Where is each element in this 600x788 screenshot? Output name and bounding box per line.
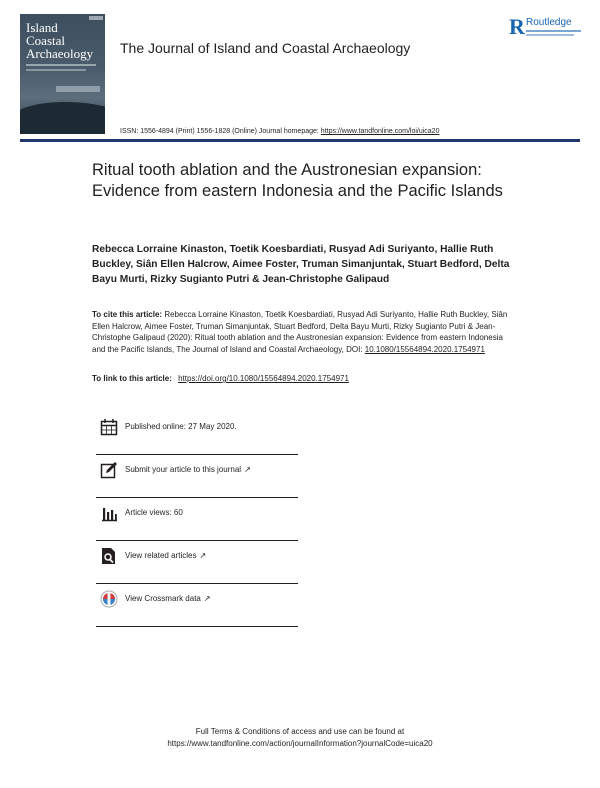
routledge-logo [509,16,589,42]
cover-title-line-1: Island [26,20,58,35]
cover-badge [56,86,100,92]
journal-cover-image [20,14,105,134]
issn-line [120,128,439,135]
cover-tag [89,16,103,20]
issn-text: ISSN: 1556-4894 (Print) 1556-1828 (Online) Journal homepage: [120,128,319,135]
citation-text: Rebecca Lorraine Kinaston, Toetik Koesbardiati, Rusyad Adi Suriyanto, Hallie Ruth Buckley, Siân Ellen Halcrow, Aimee Foster, Truman Simanjuntak, Stuart Bedford, Delta Bayu Murti, Rizky Sugianto Putri & Jean-Christophe Galipaud (2020): Ritual tooth ablation and the Austronesian expansion: Evidence from eastern Indonesia and the Pacific Islands, The Journal of Island and Coastal Archaeology, DOI: [92,310,508,354]
citation-doi-link[interactable]: 10.1080/15564894.2020.1754971 [364,344,485,354]
related-articles-link[interactable]: View related articles ↗ [125,551,207,560]
external-link-icon: ↗ [203,594,211,603]
cover-title-line-3: Archaeology [26,46,94,61]
edit-icon [100,461,118,479]
article-authors: Rebecca Lorraine Kinaston, Toetik Koesbardiati, Rusyad Adi Suriyanto, Hallie Ruth Buckley, Siân Ellen Halcrow, Aimee Foster, Truman Simanjuntak, Stuart Bedford, Delta Bayu Murti, Rizky Sugianto Putri & Jean-Christophe Galipaud [92,244,510,285]
citation-block [92,309,512,355]
logo-tagline [526,34,574,36]
article-views-row [96,498,298,541]
related-articles-row[interactable] [96,541,298,584]
external-link-icon: ↗ [244,465,251,474]
citation-label: To cite this article: [92,310,163,319]
published-date: Published online: 27 May 2020. [125,422,237,431]
external-link-icon: ↗ [199,551,207,560]
cover-title-line-2: Coastal [26,33,65,48]
terms-text: Full Terms & Conditions of access and use can be found at [195,727,405,736]
journal-title: The Journal of Island and Coastal Archaeology [120,40,411,56]
crossmark-row[interactable] [96,584,298,627]
article-doi-url[interactable]: https://doi.org/10.1080/15564894.2020.1754971 [178,374,349,383]
article-link-label: To link to this article: [92,374,172,383]
bar-chart-icon [100,504,118,522]
document-search-icon [100,547,118,565]
article-views-count: Article views: 60 [125,508,183,517]
crossmark-icon [100,590,118,608]
terms-footer [0,726,600,750]
cover-landscape [20,102,105,134]
article-link-block [92,374,512,383]
journal-homepage-link[interactable]: https://www.tandfonline.com/loi/uica20 [320,128,440,135]
routledge-r-icon: R [509,14,525,39]
submit-article-row[interactable] [96,455,298,498]
cover-decoration [26,64,96,66]
article-title: Ritual tooth ablation and the Austronesian expansion: Evidence from eastern Indonesia and the Pacific Islands [92,161,503,200]
crossmark-link[interactable]: View Crossmark data ↗ [125,594,211,603]
publisher-logo-text: Routledge [526,17,572,28]
calendar-icon [100,418,118,436]
published-online-row [96,412,298,455]
cover-decoration [26,69,86,71]
submit-article-link[interactable]: Submit your article to this journal ↗ [125,465,251,474]
terms-url-link[interactable]: https://www.tandfonline.com/action/journalInformation?journalCode=uica20 [167,739,433,748]
logo-tagline [526,30,581,32]
header-divider [20,139,580,142]
